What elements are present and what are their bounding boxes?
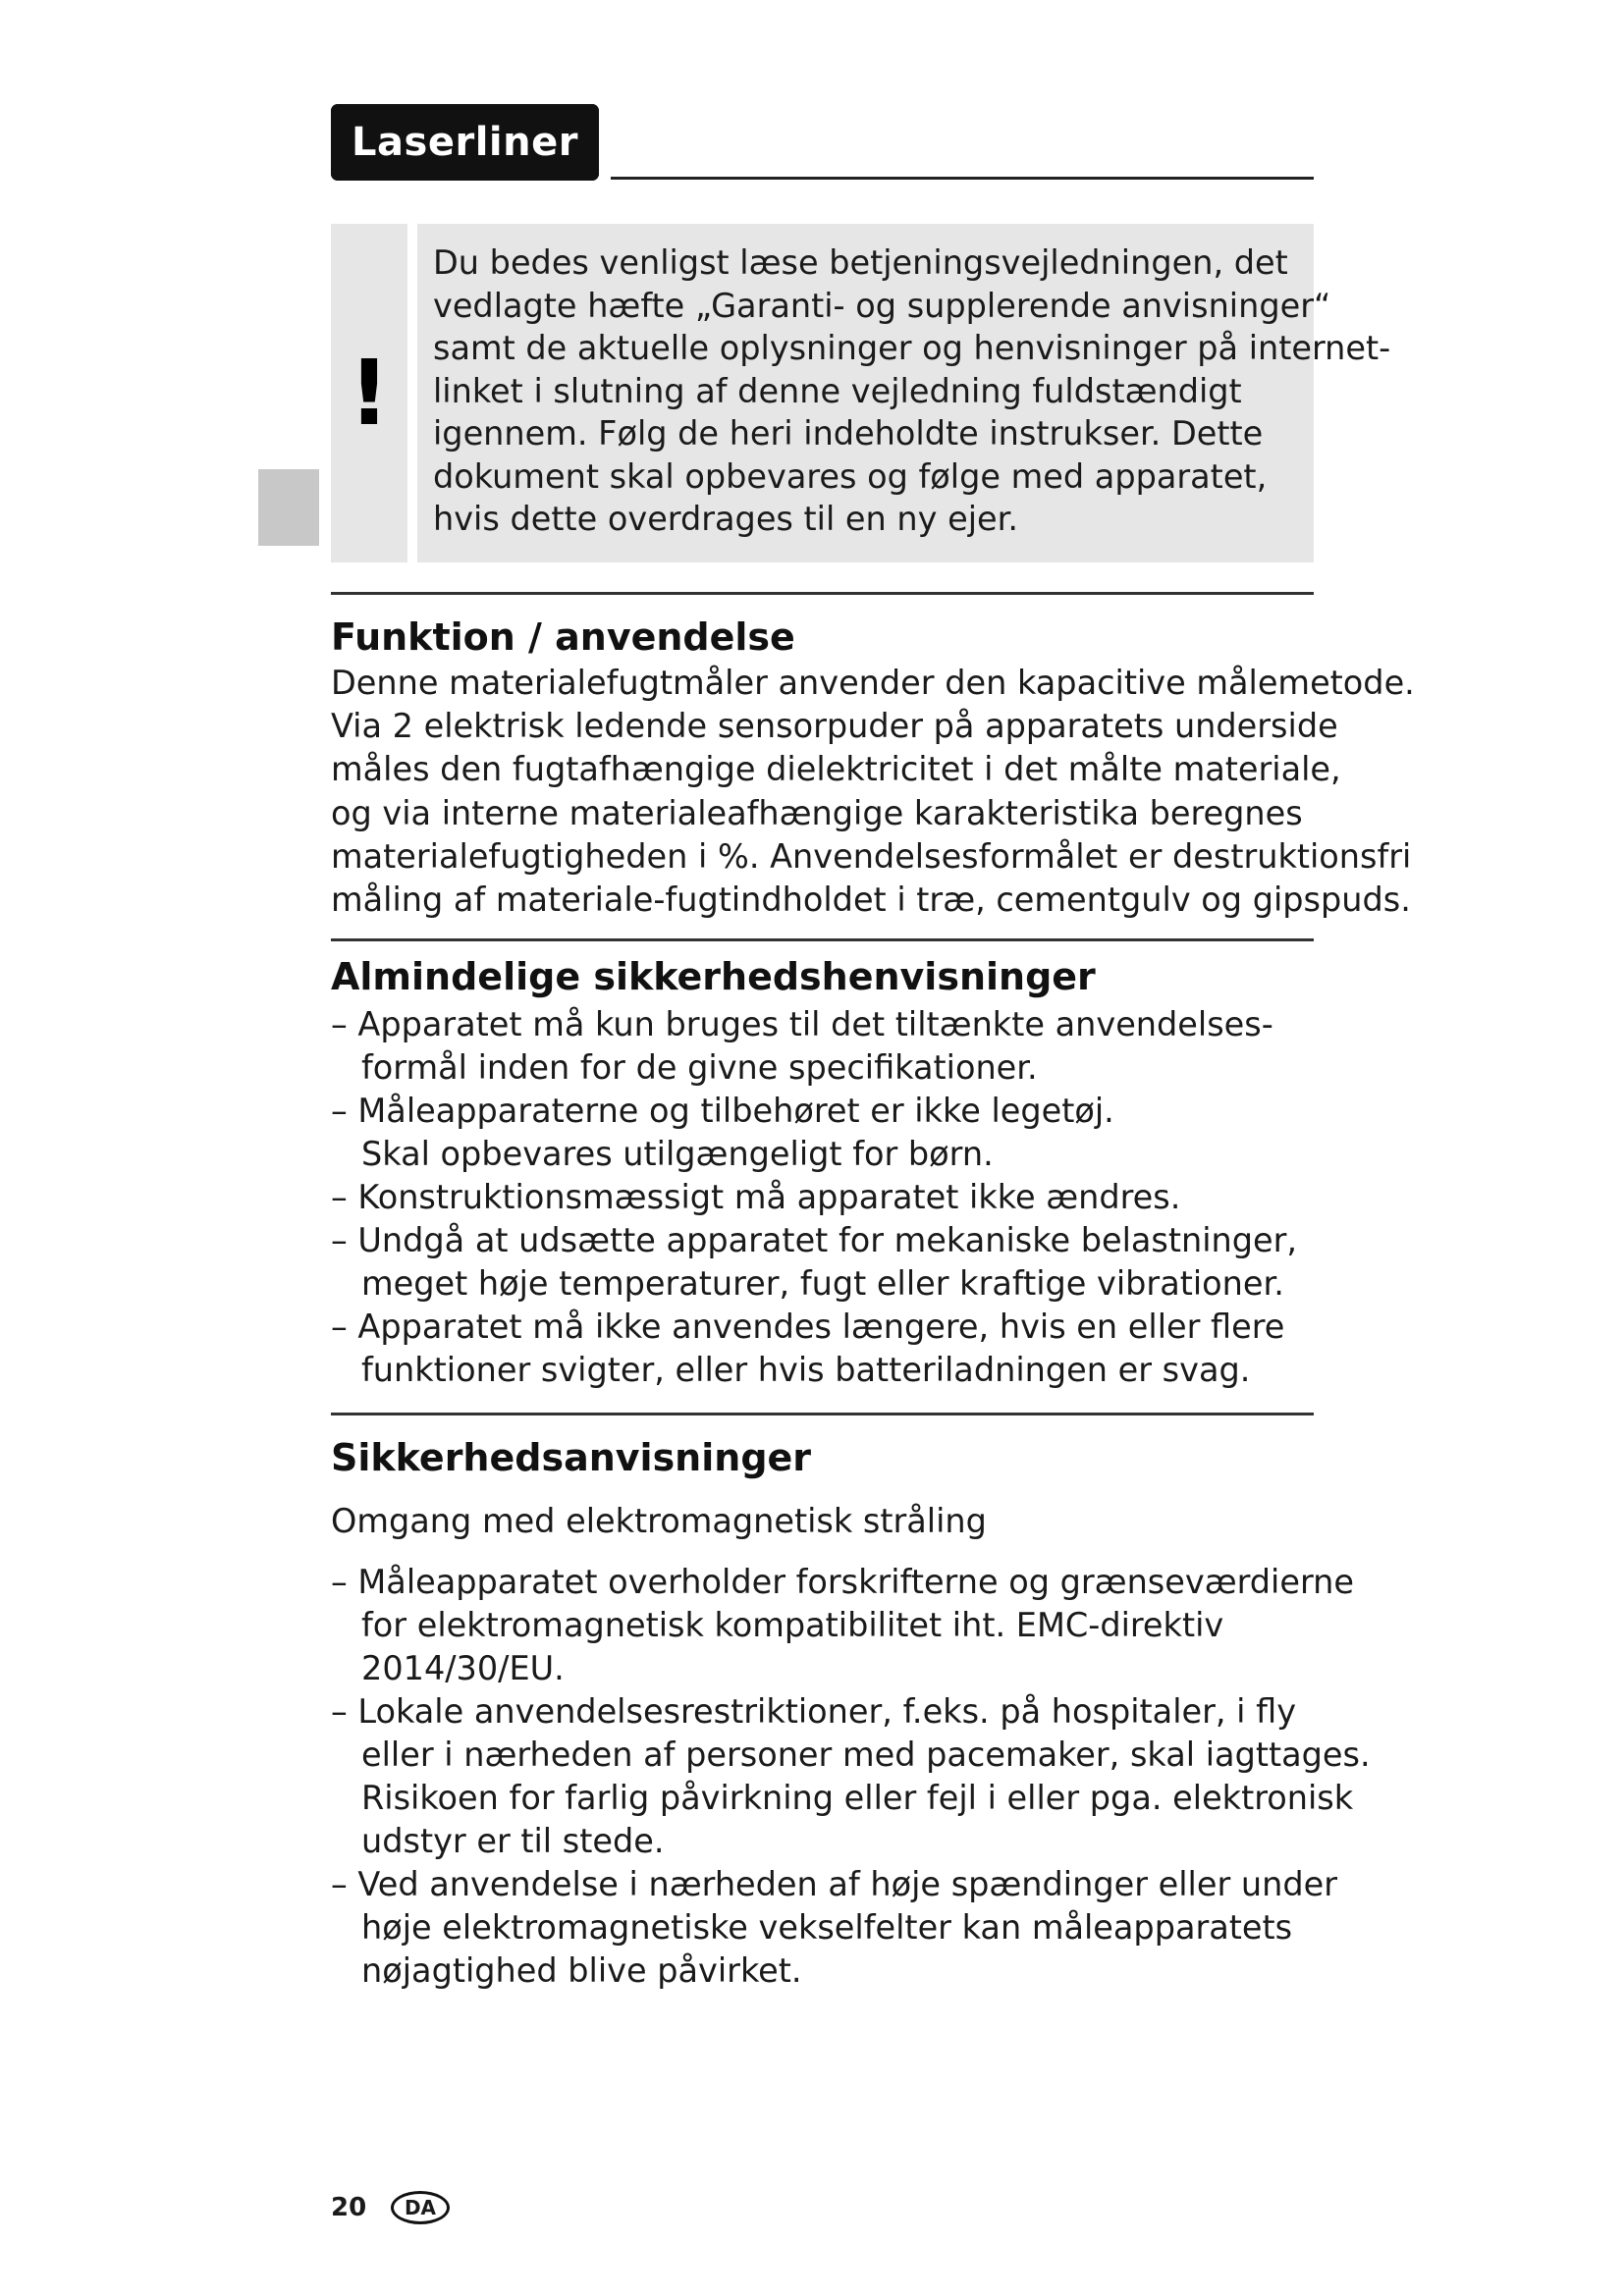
list-item: – Måleapparatet overholder forskrifterne og grænseværdierne (331, 1563, 1354, 1601)
list-item-continuation: høje elektromagnetiske vekselfelter kan måleapparatets (361, 1908, 1293, 1947)
function-paragraph (331, 662, 1415, 922)
notice-line: hvis dette overdrages til en ny ejer. (433, 500, 1018, 538)
list-item-continuation: eller i nærheden af personer med pacemaker, skal iagttages. (361, 1735, 1371, 1774)
list-item: – Ved anvendelse i nærheden af høje spændinger eller under (331, 1865, 1338, 1903)
list-item: – Undgå at udsætte apparatet for mekaniske belastninger, (331, 1221, 1298, 1259)
language-code: DA (404, 2196, 437, 2219)
notice-box (417, 224, 1391, 562)
list-item-continuation: formål inden for de givne specifikationer. (361, 1048, 1038, 1087)
list-item-continuation: meget høje temperaturer, fugt eller kraftige vibrationer. (361, 1264, 1284, 1303)
safety-subheading: Omgang med elektromagnetisk stråling (331, 1502, 987, 1540)
list-item-continuation: 2014/30/EU. (361, 1649, 565, 1687)
section-divider (331, 592, 1314, 595)
list-item: – Lokale anvendelsesrestriktioner, f.eks. på hospitaler, i fly (331, 1692, 1297, 1731)
list-item: – Apparatet må ikke anvendes længere, hvis en eller flere (331, 1308, 1285, 1346)
paragraph-line: Denne materialefugtmåler anvender den kapacitive målemetode. (331, 664, 1415, 702)
notice-line: linket i slutning af denne vejledning fuldstændigt (433, 371, 1242, 410)
list-item: – Apparatet må kun bruges til det tiltænkte anvendelses- (331, 1005, 1273, 1043)
logo-text: Laserliner (352, 120, 578, 165)
list-item-continuation: Skal opbevares utilgængeligt for børn. (361, 1135, 994, 1173)
laserliner-logo (331, 104, 599, 181)
section-tab-marker (258, 469, 319, 546)
header-divider (611, 177, 1314, 180)
paragraph-line: Via 2 elektrisk ledende sensorpuder på apparatets underside (331, 707, 1338, 746)
general-safety-list (331, 1003, 1297, 1392)
notice-line: igennem. Følg de heri indeholdte instrukser. Dette (433, 414, 1264, 453)
notice-line: dokument skal opbevares og følge med apparatet, (433, 456, 1268, 496)
general-safety-heading: Almindelige sikkerhedshenvisninger (331, 955, 1096, 998)
function-heading: Funktion / anvendelse (331, 615, 795, 659)
paragraph-line: måling af materiale-fugtindholdet i træ, cementgulv og gipspuds. (331, 881, 1411, 920)
safety-heading: Sikkerhedsanvisninger (331, 1436, 812, 1479)
paragraph-line: måles den fugtafhængige dielektricitet i det målte materiale, (331, 750, 1341, 789)
paragraph-line: og via interne materialeafhængige karakteristika beregnes (331, 793, 1303, 832)
safety-list (331, 1561, 1371, 1993)
paragraph-line: materialefugtigheden i %. Anvendelsesformålet er destruktionsfri (331, 836, 1412, 876)
list-item-continuation: udstyr er til stede. (361, 1822, 665, 1860)
warning-exclamation-icon: ! (331, 224, 407, 562)
list-item-continuation: for elektromagnetisk kompatibilitet iht. EMC-direktiv (361, 1606, 1224, 1644)
page-number: 20 (331, 2193, 367, 2222)
list-item: – Konstruktionsmæssigt må apparatet ikke ændres. (331, 1178, 1181, 1216)
notice-line: vedlagte hæfte „Garanti- og supplerende anvisninger“ (433, 286, 1331, 325)
section-divider (331, 938, 1314, 941)
language-badge (391, 2191, 450, 2224)
notice-line: Du bedes venligst læse betjeningsvejledningen, det (433, 243, 1288, 282)
notice-line: samt de aktuelle oplysninger og henvisninger på internet- (433, 329, 1391, 367)
list-item: – Måleapparaterne og tilbehøret er ikke legetøj. (331, 1092, 1114, 1130)
list-item-continuation: Risikoen for farlig påvirkning eller fejl i eller pga. elektronisk (361, 1779, 1354, 1817)
list-item-continuation: funktioner svigter, eller hvis batteriladningen er svag. (361, 1351, 1251, 1389)
list-item-continuation: nøjagtighed blive påvirket. (361, 1951, 802, 1990)
section-divider (331, 1413, 1314, 1415)
